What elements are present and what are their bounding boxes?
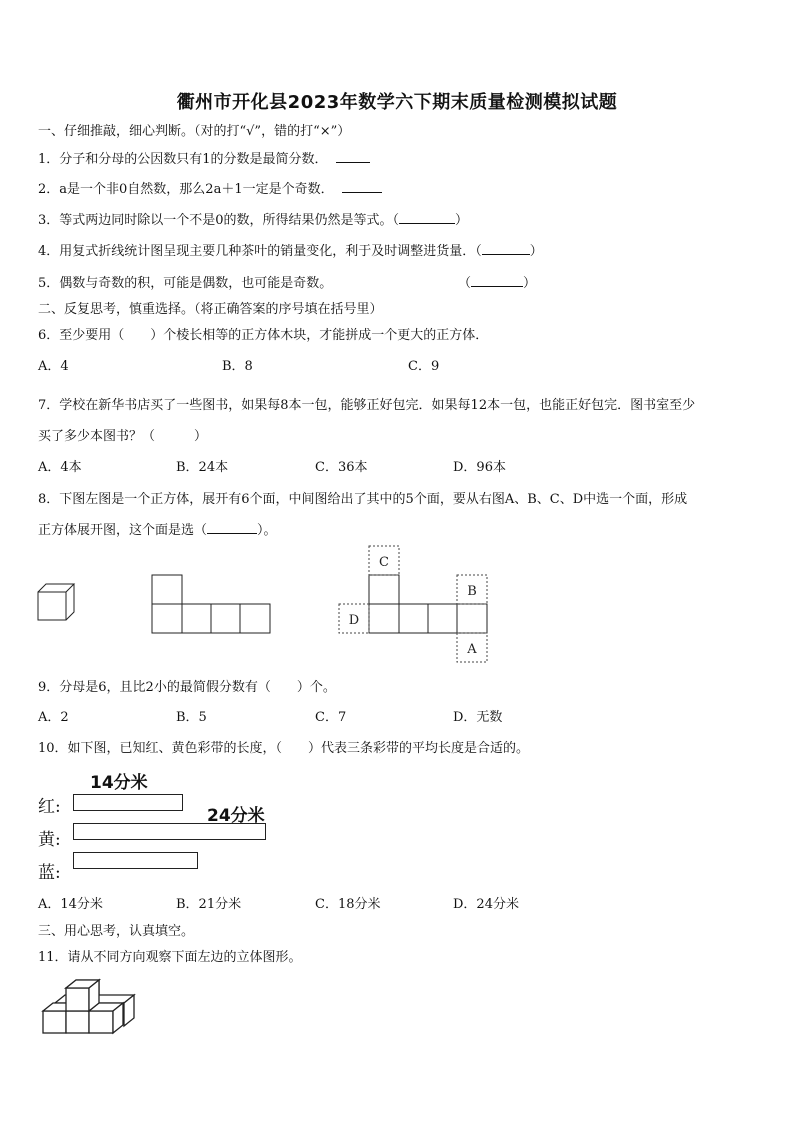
question-6-option-a[interactable]: A．4 [38, 359, 69, 374]
question-6-option-c[interactable]: C．9 [408, 359, 440, 374]
red-length-label: 14分米 [90, 773, 148, 793]
question-2-text: 2．a是一个非0自然数，那么2a＋1一定是个奇数． [38, 182, 334, 197]
question-8-paren-close: ）。 [257, 523, 277, 538]
section-2-heading: 二、反复思考，慎重选择。（将正确答案的序号填在括号里） [38, 302, 383, 317]
question-10-option-b[interactable]: B．21分米 [176, 897, 242, 912]
question-4-paren-close: ） [529, 244, 543, 259]
question-8-stem-text: 正方体展开图，这个面是选（ [38, 523, 208, 538]
question-9-option-a[interactable]: A．2 [38, 710, 69, 725]
question-7-option-c[interactable]: C．36本 [315, 460, 368, 475]
question-1-text: 1．分子和分母的公因数只有1的分数是最简分数． [38, 152, 328, 167]
ribbon-label-blue: 蓝: [38, 863, 61, 883]
question-3-paren-close: ） [455, 213, 469, 228]
option-label-b: B [467, 584, 477, 599]
ribbon-label-yellow: 黄: [38, 830, 61, 850]
question-7-stem-line2: 买了多少本图书？（ ） [38, 429, 208, 444]
yellow-length-label: 24分米 [207, 806, 265, 826]
question-9-stem: 9．分母是6，且比2小的最简假分数有（ ）个。 [38, 680, 336, 695]
question-10-option-c[interactable]: C．18分米 [315, 897, 381, 912]
question-7-option-b[interactable]: B．24本 [176, 460, 229, 475]
option-label-c: C [379, 555, 389, 570]
question-11-stem: 11．请从不同方向观察下面左边的立体图形。 [38, 950, 302, 965]
question-4-text: 4．用复式折线统计图呈现主要几种茶叶的销量变化，利于及时调整进货量．（ [38, 244, 482, 259]
question-9-option-d[interactable]: D．无数 [453, 710, 503, 725]
question-8-stem-line1: 8．下图左图是一个正方体，展开有6个面，中间图给出了其中的5个面，要从右图A、B、C、D中选一个面，形成 [38, 492, 688, 507]
page-title: 衢州市开化县2023年数学六下期末质量检测模拟试题 [176, 92, 618, 113]
question-7-stem-line1: 7．学校在新华书店买了一些图书，如果每8本一包，能够正好包完．如果每12本一包，也能正好包完．图书室至少 [38, 398, 696, 413]
question-3-text: 3．等式两边同时除以一个不是0的数，所得结果仍然是等式。（ [38, 213, 400, 228]
question-7-option-a[interactable]: A．4本 [38, 460, 82, 475]
question-10-option-a[interactable]: A．14分米 [38, 897, 103, 912]
question-5-text: 5．偶数与奇数的积，可能是偶数，也可能是奇数。 [38, 276, 333, 291]
question-6-option-b[interactable]: B．8 [222, 359, 253, 374]
question-10-option-d[interactable]: D．24分米 [453, 897, 519, 912]
ribbon-label-red: 红: [38, 797, 61, 817]
question-9-option-c[interactable]: C．7 [315, 710, 347, 725]
question-5-paren-close: ） [523, 276, 537, 291]
section-3-heading: 三、用心思考，认真填空。 [38, 924, 195, 939]
section-1-heading: 一、仔细推敲，细心判断。（对的打“√”，错的打“×”） [38, 124, 351, 139]
question-5-paren-open: （ [458, 276, 472, 291]
question-7-option-d[interactable]: D．96本 [453, 460, 506, 475]
question-10-stem: 10．如下图，已知红、黄色彩带的长度，（ ）代表三条彩带的平均长度是合适的。 [38, 741, 530, 756]
option-label-d: D [348, 613, 360, 628]
option-label-a: A [467, 642, 477, 657]
question-9-option-b[interactable]: B．5 [176, 710, 207, 725]
question-6-stem: 6．至少要用（ ）个棱长相等的正方体木块，才能拼成一个更大的正方体． [38, 328, 489, 343]
